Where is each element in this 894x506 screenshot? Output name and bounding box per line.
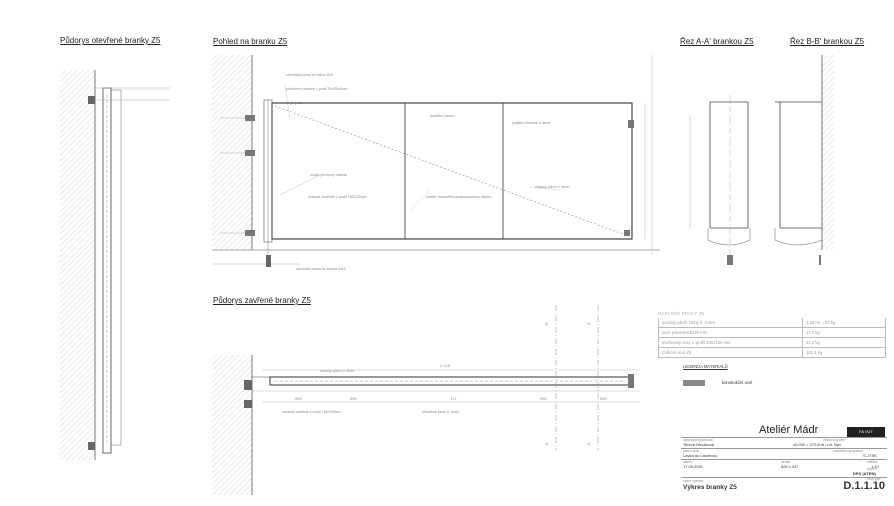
drawing-number: D.1.1.10	[843, 480, 885, 492]
svg-text:B': B'	[544, 321, 549, 325]
note-support-profile: podložení ocelové L-profil 30x30x3mm	[286, 87, 348, 91]
scale: 1:10	[871, 464, 879, 469]
note-galvanized-sheet: zvlnění zinkového pozinkovaného plechu	[426, 195, 492, 199]
section-bb-drawing	[775, 55, 834, 265]
title-plan-closed: Půdorys zavřené branky Z5	[213, 296, 311, 305]
note-zinc-sheet: zinkový plech tl. 4mm	[535, 185, 570, 189]
school-logo: FA VUT	[847, 427, 885, 437]
paper-format: 525 x 297	[781, 464, 799, 469]
note-plan-sheet: přivařený plech tl. 4mm	[422, 410, 460, 414]
height-system: ±0,000 = 379,8 m n.m. Bpv	[793, 442, 842, 447]
note-guide-angle: vodicí plechový úhelník	[310, 173, 348, 177]
author: Tereza Nováková	[683, 442, 714, 447]
note-sheet-thickness: tloušťka plechu	[430, 114, 455, 118]
date: 17.05.2021	[683, 464, 704, 469]
section-aa-drawing	[690, 95, 750, 265]
dim-2: 990	[350, 396, 357, 401]
svg-text:A: A	[586, 442, 591, 445]
coord-system: S-JTSK	[863, 453, 877, 458]
title-elevation: Pohled na branku Z5	[213, 37, 288, 46]
title-plan-open: Půdorys otevřené branky Z5	[60, 36, 161, 45]
steel-items-table	[658, 310, 886, 358]
svg-text:B: B	[544, 442, 549, 445]
note-plan-hinge: ocelové zavěsné L-profil 180/130mm	[282, 410, 341, 414]
table-row: ocel. pásovina 8x20 mm 17,2 kg	[658, 328, 886, 338]
note-anchor-wall: chemická kotva do zdiva M12	[286, 73, 334, 77]
drawing-name: Výkres branky Z5	[683, 484, 737, 491]
stage: DPS (ATRN)	[853, 471, 876, 476]
plan-closed-drawing	[212, 305, 640, 495]
plan-closed-wall-hatch	[212, 355, 252, 495]
wall-hatch	[60, 70, 95, 460]
title-section-bb: Řez B-B' brankou Z5	[790, 37, 865, 46]
note-anchor-concrete: chemická kotva do betonu M12	[296, 267, 346, 271]
dim-3: 171	[450, 396, 457, 401]
note-plan-zinc: zinkový plech tl. 4mm	[320, 369, 355, 373]
dim-total: 2 120	[440, 363, 451, 368]
svg-text:A': A'	[586, 321, 591, 325]
title-section-aa: Řez A-A' brankou Z5	[680, 37, 754, 46]
table-row: svařovaný ocel. L-profil 240x180 mm 31,2 kg	[658, 338, 886, 348]
project-name: Lávka do Lanžhotu	[683, 453, 717, 458]
note-bend: ohyb plechu	[286, 101, 306, 105]
table-header: OCELOVÉ PRVKY Z5	[658, 311, 705, 316]
table-row: ocelový plech žárný tl. 4 mm 1,43 m² = 53 kg	[658, 318, 886, 328]
legend-title: LEGENDA MATERIÁLŮ	[683, 364, 728, 369]
table-row: Celkem ocel Z5 101,4 kg	[658, 348, 886, 358]
dim-5: 590	[600, 396, 607, 401]
legend-item: konstrukční ocel	[722, 380, 753, 385]
plan-open-drawing	[60, 70, 170, 460]
dim-1: 990	[295, 396, 302, 401]
legend-swatch	[683, 380, 705, 386]
note-hinge-profile: ocelové zavěsné L-profil 180/130mm	[308, 195, 367, 199]
note-latch: pojistka hluboká U-8mm	[512, 121, 551, 125]
elevation-drawing	[212, 55, 660, 271]
title-block: Ateliér Mádr FA VUT zpracoval/vypracoval Tereza Nováková výškový systém ±0,000 = 379,8 m n.m. Bpv název akce Lávka do Lanžhotu souřadnicový systém S-JTSK datum 17.05.2021 formát 525 x 297 měřítko 1:10 stupeň DPS (ATRN) název výkresu Výkres branky Z5 číslo výkr. D.1.1.10	[683, 424, 885, 492]
dim-4: 990	[540, 396, 547, 401]
firm-name: Ateliér Mádr	[759, 424, 819, 436]
